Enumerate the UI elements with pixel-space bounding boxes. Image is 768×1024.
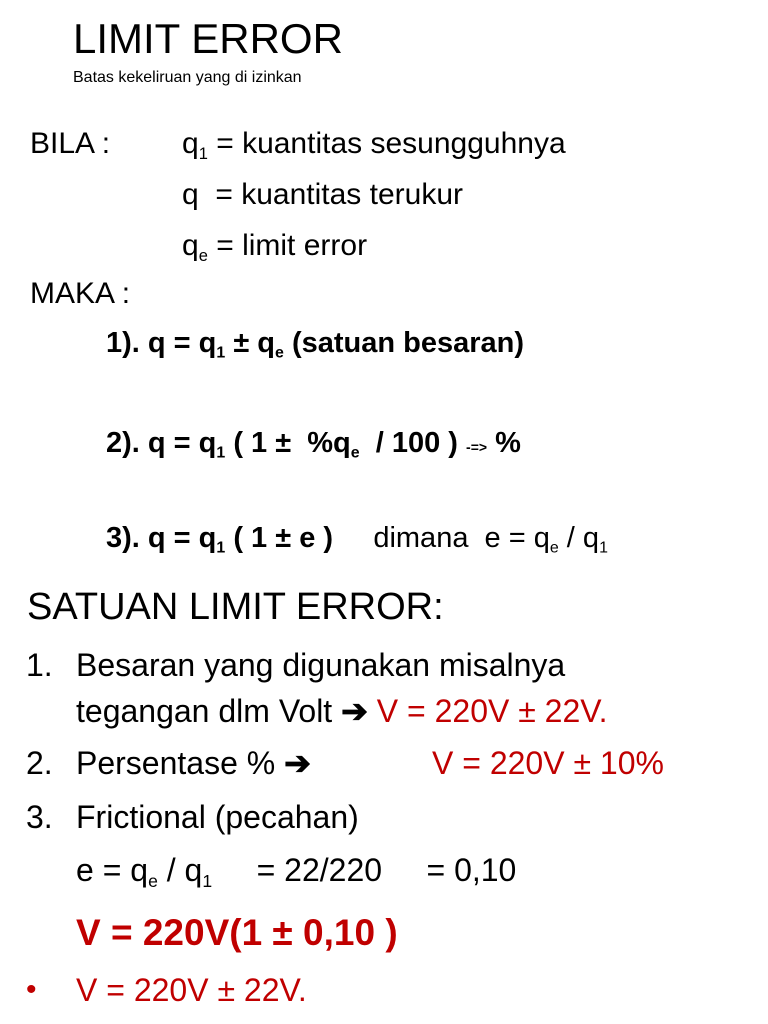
fraction-line: $e = q_e / q_1$ = 22/220 = 0,10 — [76, 852, 517, 892]
formula-3: 3). $q = q_1$ ( 1 ± e ) dimana $e = q_e / q_1$ — [106, 522, 608, 557]
section-title: SATUAN LIMIT ERROR: — [27, 586, 444, 628]
bullet-icon: • — [26, 973, 37, 1006]
arrow-text: -=> — [466, 439, 488, 455]
percent-equation: V = 220V ± 10% — [432, 745, 664, 781]
definition-row: $q_1$ = kuantitas sesungguhnya — [182, 127, 566, 163]
list-number: 3. — [26, 799, 53, 835]
big-equation: V = 220V(1 ± 0,10 ) — [76, 912, 398, 953]
list-number: 2. — [26, 745, 53, 781]
definition-row: $q_e$ = limit error — [182, 229, 368, 265]
maka-label: MAKA : — [30, 277, 131, 310]
page-subtitle: Batas kekeliruan yang di izinkan — [73, 69, 302, 86]
formula-2: 2). $q = q_1$ ( $1 \pm \%q_e / 100$ ) -=> % — [106, 427, 521, 462]
list-number: 1. — [26, 647, 53, 683]
formula-1: 1). $q = q_1 \pm q_e$ (satuan besaran) — [106, 327, 525, 362]
bullet-text: V = 220V ± 22V. — [76, 972, 307, 1008]
page-title: LIMIT ERROR — [73, 15, 343, 62]
right-arrow-icon: ➔ — [284, 745, 311, 781]
bila-label: BILA : — [30, 127, 111, 160]
definition-row: q = kuantitas terukur — [182, 178, 463, 211]
right-arrow-icon: ➔ — [341, 693, 368, 729]
